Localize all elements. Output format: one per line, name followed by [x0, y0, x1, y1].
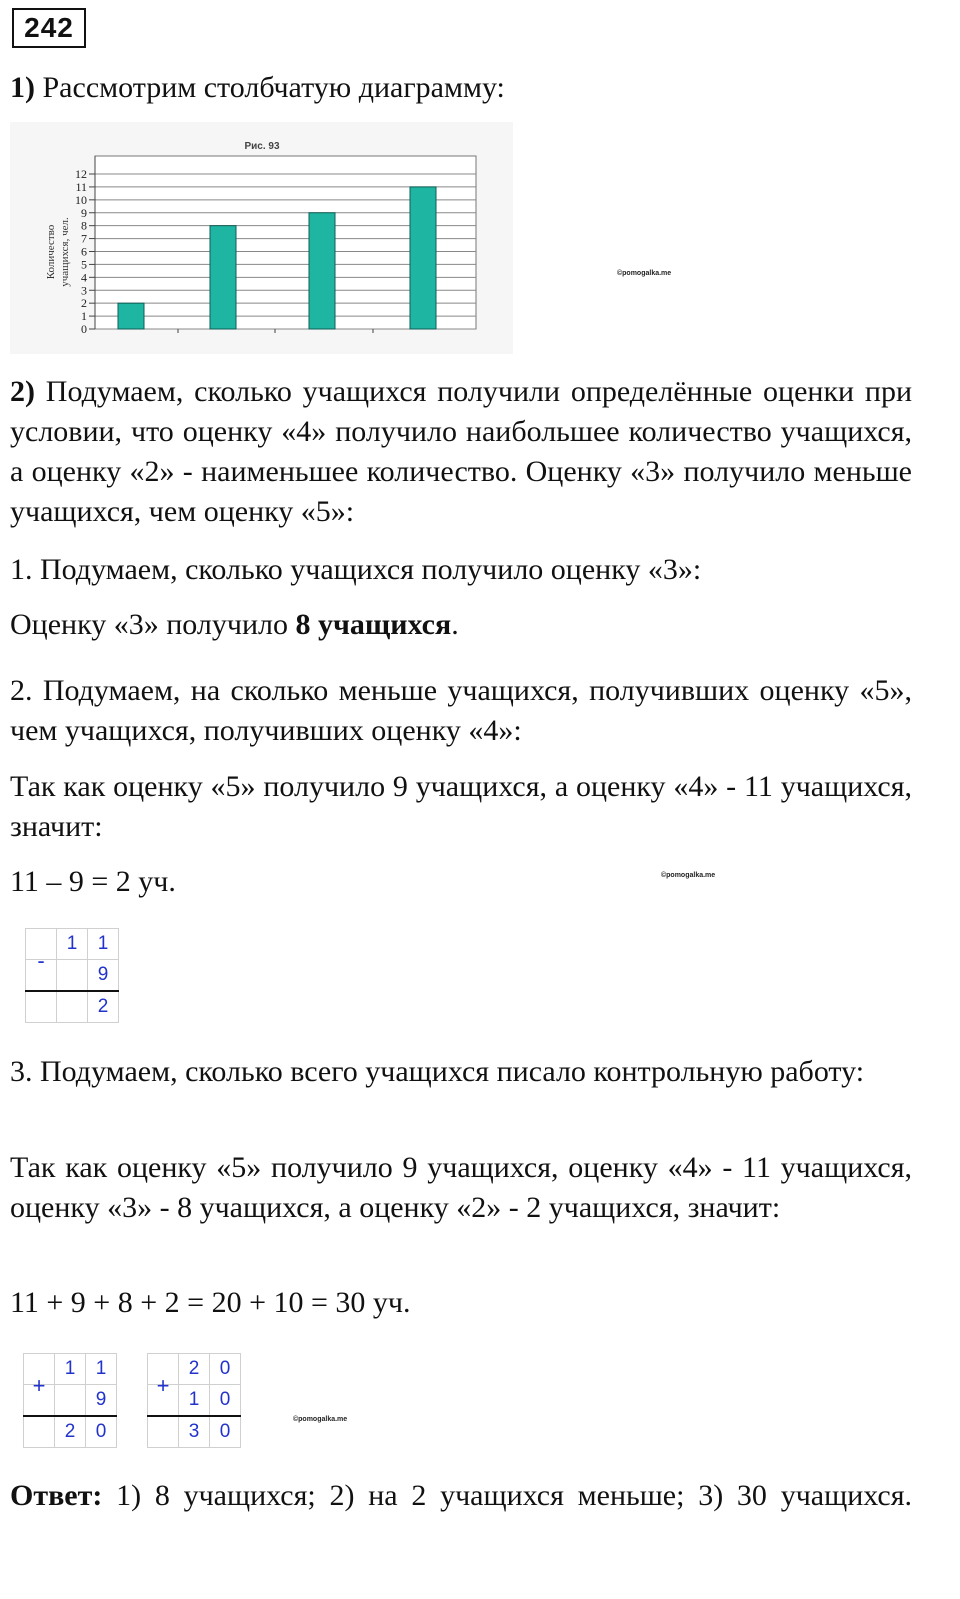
col-cell: 1 [179, 1385, 210, 1417]
step1-answer-bold: 8 учащихся [295, 608, 452, 641]
column-addition-2 [147, 1353, 241, 1448]
answer [10, 1476, 912, 1516]
y-tick-label: 4 [81, 270, 87, 285]
y-tick-label: 6 [81, 244, 87, 259]
col-cell: 0 [210, 1385, 241, 1417]
part2-text: Подумаем, сколько учащихся получили определённые оценки при условии, что оценку «4» получило наибольшее количество учащихся, а оценку «2» - наименьшее количество. Оценку «3» получило меньше учащихся, чем оценку «5»: [10, 375, 912, 528]
step1-answer [10, 605, 912, 645]
step1-answer-post: . [451, 608, 459, 641]
y-tick-label: 8 [81, 218, 87, 233]
col-cell: 2 [88, 991, 119, 1023]
part1-heading [10, 68, 912, 108]
bar [309, 213, 335, 329]
col-cell: 1 [55, 1354, 86, 1385]
y-tick-label: 7 [81, 231, 87, 246]
col-sign: - [26, 946, 57, 978]
step3-reason: Так как оценку «5» получило 9 учащихся, оценку «4» - 11 учащихся, оценку «3» - 8 учащихся, а оценку «2» - 2 учащихся, значит: [10, 1151, 912, 1224]
y-axis-label: Количество [45, 224, 57, 280]
task-number: 242 [12, 8, 86, 48]
step2-equation: 11 – 9 = 2 уч. [10, 865, 176, 898]
col-cell: 0 [210, 1354, 241, 1385]
col-cell: 1 [86, 1354, 117, 1385]
col-cell: 2 [179, 1354, 210, 1385]
col-cell: 0 [210, 1416, 241, 1448]
col-cell: 3 [179, 1416, 210, 1448]
col-cell [24, 1416, 55, 1448]
column-subtraction [25, 928, 119, 1023]
bar-chart-svg [10, 122, 513, 354]
y-tick-label: 12 [75, 167, 87, 181]
col-cell [57, 960, 88, 992]
col-cell: 1 [88, 929, 119, 960]
part2-num: 2) [10, 375, 35, 408]
col-cell [26, 991, 57, 1023]
step1-answer-pre: Оценку «3» получило [10, 608, 296, 641]
watermark-2: ©pomogalka.me [661, 872, 716, 879]
col-cell: 9 [88, 960, 119, 992]
bar [410, 187, 436, 329]
chart-title: Рис. 93 [244, 141, 280, 152]
y-tick-label: 3 [81, 283, 87, 298]
step3-equation: 11 + 9 + 8 + 2 = 20 + 10 = 30 уч. [10, 1286, 411, 1319]
answer-label: Ответ: [10, 1479, 103, 1512]
col-sign: + [148, 1371, 179, 1403]
step2-question: 2. Подумаем, на сколько меньше учащихся, получивших оценку «5», чем учащихся, получивших оценку «4»: [10, 674, 912, 747]
col-cell [55, 1385, 86, 1417]
column-addition-1 [23, 1353, 117, 1448]
part1-num: 1) [10, 71, 35, 104]
part2-paragraph [10, 372, 912, 532]
watermark-3: ©pomogalka.me [293, 1416, 348, 1423]
col-cell: 0 [86, 1416, 117, 1448]
y-tick-label: 9 [81, 205, 87, 220]
bar [210, 226, 236, 329]
col-cell: 1 [57, 929, 88, 960]
answer-text: 1) 8 учащихся; 2) на 2 учащихся меньше; 3) 30 учащихся. [102, 1479, 912, 1512]
bar-chart [10, 122, 513, 354]
y-tick-label: 1 [81, 309, 87, 324]
step2-reason: Так как оценку «5» получило 9 учащихся, а оценку «4» - 11 учащихся, значит: [10, 770, 912, 843]
y-tick-label: 11 [75, 179, 87, 194]
col-cell [57, 991, 88, 1023]
y-tick-label: 5 [81, 257, 87, 272]
col-cell [148, 1416, 179, 1448]
step3-question: 3. Подумаем, сколько всего учащихся писало контрольную работу: [10, 1055, 865, 1088]
y-tick-label: 2 [81, 296, 87, 311]
y-tick-label: 0 [81, 322, 87, 336]
y-tick-label: 10 [75, 192, 87, 207]
col-sign: + [24, 1371, 55, 1403]
step1-question: 1. Подумаем, сколько учащихся получило оценку «3»: [10, 553, 702, 586]
y-axis-label: учащихся, чел. [59, 217, 71, 287]
bar [118, 303, 144, 329]
part1-text: Рассмотрим столбчатую диаграмму: [35, 71, 505, 104]
col-cell: 9 [86, 1385, 117, 1417]
watermark-1: ©pomogalka.me [617, 270, 672, 277]
col-cell: 2 [55, 1416, 86, 1448]
